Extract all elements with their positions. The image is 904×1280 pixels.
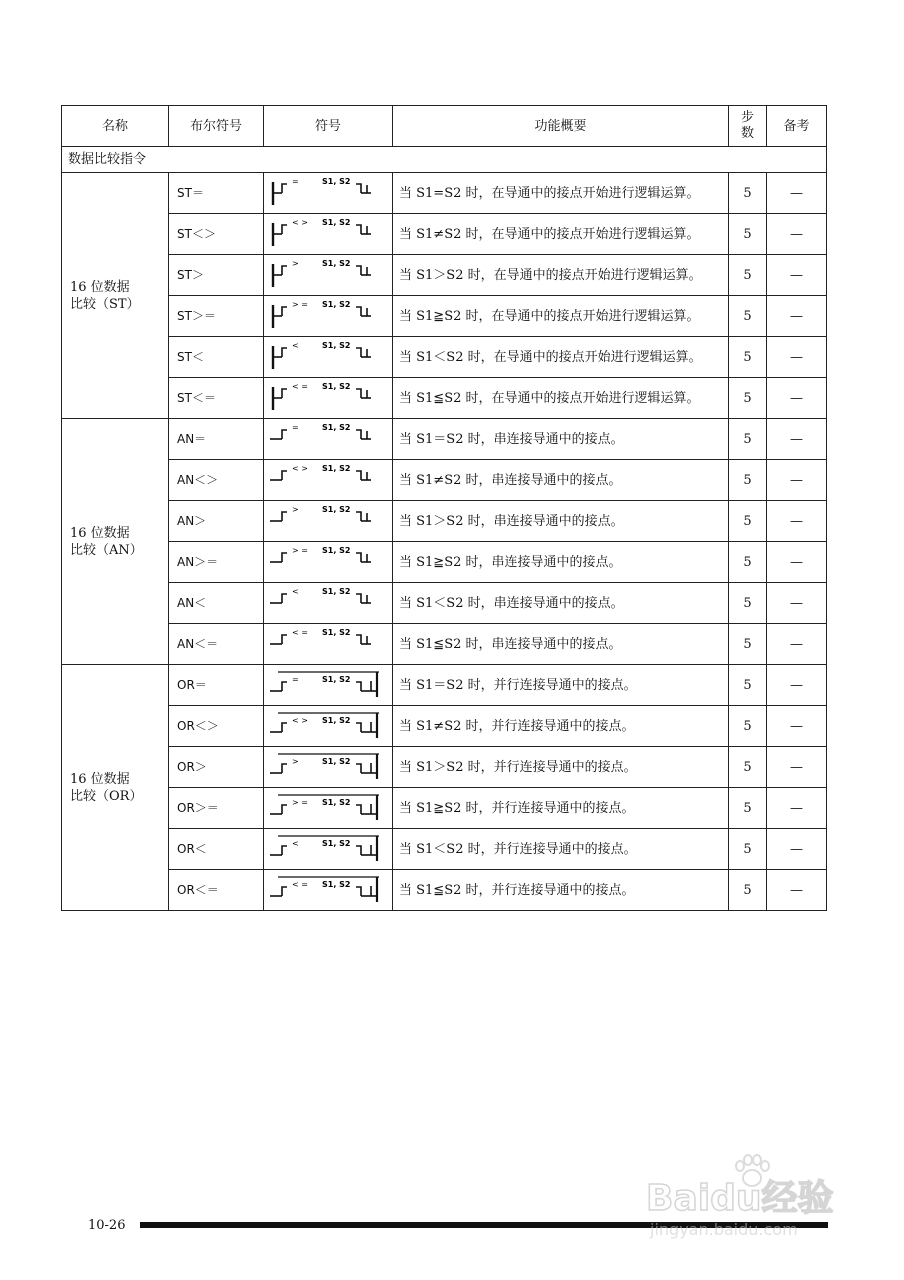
operator-label: < > — [292, 218, 308, 227]
operator-label: < = — [292, 880, 308, 889]
ladder-symbol-icon — [270, 423, 382, 455]
symbol-cell — [264, 255, 393, 296]
contact-left — [282, 594, 287, 603]
table-row — [62, 501, 827, 542]
group-name — [62, 173, 169, 419]
ladder-symbol-icon — [270, 382, 382, 414]
symbol-cell — [264, 296, 393, 337]
operator-label: = — [292, 177, 299, 186]
category-title: 数据比较指令 — [62, 147, 827, 173]
remarks-cell: — — [767, 214, 827, 255]
symbol-cell — [264, 583, 393, 624]
operand-label: S1, S2 — [322, 341, 351, 350]
contact-left — [282, 635, 287, 644]
group-name-line2: 比较（AN） — [70, 542, 143, 558]
contact-left — [282, 764, 287, 773]
function-cell: 当 S1≧S2 时，在导通中的接点开始进行逻辑运算。 — [393, 296, 729, 337]
steps-cell: 5 — [729, 501, 767, 542]
operand-label: S1, S2 — [322, 382, 351, 391]
contact-right — [356, 184, 361, 193]
header-bool-symbol: 布尔符号 — [169, 106, 264, 147]
contact-right — [356, 430, 361, 439]
contact-left — [282, 553, 287, 562]
symbol-cell — [264, 501, 393, 542]
remarks-cell: — — [767, 460, 827, 501]
contact-right — [356, 348, 361, 357]
function-cell: 当 S1≦S2 时，在导通中的接点开始进行逻辑运算。 — [393, 378, 729, 419]
bool-symbol-cell: ST＜＝ — [169, 378, 264, 419]
steps-cell: 5 — [729, 706, 767, 747]
ladder-symbol-icon — [270, 546, 382, 578]
operator-label: > — [292, 259, 299, 268]
watermark-url: jingyan.baidu.com — [650, 1220, 798, 1239]
ladder-symbol-icon — [270, 751, 382, 783]
remarks-cell: — — [767, 255, 827, 296]
remarks-cell: — — [767, 378, 827, 419]
contact-left — [282, 266, 287, 275]
operand-label: S1, S2 — [322, 546, 351, 555]
contact-right — [356, 553, 361, 562]
steps-cell: 5 — [729, 747, 767, 788]
bool-symbol-cell: OR＜ — [169, 829, 264, 870]
operand-label: S1, S2 — [322, 757, 351, 766]
steps-cell: 5 — [729, 255, 767, 296]
category-row — [62, 147, 827, 173]
table-row — [62, 255, 827, 296]
remarks-cell: — — [767, 870, 827, 911]
table-row — [62, 788, 827, 829]
operand-label: S1, S2 — [322, 628, 351, 637]
table-row — [62, 214, 827, 255]
function-cell: 当 S1＜S2 时，在导通中的接点开始进行逻辑运算。 — [393, 337, 729, 378]
contact-right — [356, 764, 361, 773]
steps-cell: 5 — [729, 419, 767, 460]
group-name-line1: 16 位数据 — [70, 771, 130, 787]
symbol-cell — [264, 829, 393, 870]
contact-right — [356, 805, 361, 814]
ladder-symbol-icon — [270, 710, 382, 742]
operator-label: < > — [292, 716, 308, 725]
function-cell: 当 S1≦S2 时，串连接导通中的接点。 — [393, 624, 729, 665]
operator-label: < = — [292, 628, 308, 637]
remarks-cell: — — [767, 419, 827, 460]
operand-label: S1, S2 — [322, 716, 351, 725]
symbol-cell — [264, 460, 393, 501]
symbol-cell — [264, 378, 393, 419]
remarks-cell: — — [767, 624, 827, 665]
bool-symbol-cell: AN＜＞ — [169, 460, 264, 501]
bool-symbol-cell: AN＝ — [169, 419, 264, 460]
contact-right — [356, 225, 361, 234]
contact-right — [356, 635, 361, 644]
function-cell: 当 S1=S2 时，在导通中的接点开始进行逻辑运算。 — [393, 173, 729, 214]
contact-left — [282, 846, 287, 855]
table-row — [62, 706, 827, 747]
baidu-watermark — [640, 1150, 880, 1250]
symbol-cell — [264, 706, 393, 747]
steps-cell: 5 — [729, 296, 767, 337]
table-row — [62, 419, 827, 460]
ladder-symbol-icon — [270, 300, 382, 332]
operator-label: = — [292, 423, 299, 432]
remarks-cell: — — [767, 501, 827, 542]
contact-left — [282, 682, 287, 691]
contact-right — [356, 307, 361, 316]
ladder-symbol-icon — [270, 833, 382, 865]
operator-label: < — [292, 587, 299, 596]
bool-symbol-cell: OR＞ — [169, 747, 264, 788]
steps-cell: 5 — [729, 337, 767, 378]
bool-symbol-cell: ST＜ — [169, 337, 264, 378]
group-name-line1: 16 位数据 — [70, 525, 130, 541]
remarks-cell: — — [767, 665, 827, 706]
ladder-symbol-icon — [270, 792, 382, 824]
function-cell: 当 S1＞S2 时，串连接导通中的接点。 — [393, 501, 729, 542]
ladder-symbol-icon — [270, 464, 382, 496]
watermark-logo: Baidu经验 — [646, 1178, 834, 1219]
ladder-symbol-icon — [270, 177, 382, 209]
table-row — [62, 173, 827, 214]
function-cell: 当 S1＝S2 时，并行连接导通中的接点。 — [393, 665, 729, 706]
bool-symbol-cell: ST＞＝ — [169, 296, 264, 337]
contact-left — [282, 887, 287, 896]
function-cell: 当 S1≠S2 时，并行连接导通中的接点。 — [393, 706, 729, 747]
contact-right — [356, 266, 361, 275]
header-steps-line2: 数 — [740, 126, 754, 141]
contact-right — [356, 723, 361, 732]
operator-label: > — [292, 757, 299, 766]
steps-cell: 5 — [729, 788, 767, 829]
group-name-line2: 比较（ST） — [70, 296, 140, 312]
bool-symbol-cell: ST＞ — [169, 255, 264, 296]
operand-label: S1, S2 — [322, 423, 351, 432]
steps-cell: 5 — [729, 460, 767, 501]
bool-symbol-cell: ST＜＞ — [169, 214, 264, 255]
table-row — [62, 829, 827, 870]
operator-label: < = — [292, 382, 308, 391]
table-row — [62, 624, 827, 665]
table-row — [62, 747, 827, 788]
header-function: 功能概要 — [393, 106, 729, 147]
operand-label: S1, S2 — [322, 675, 351, 684]
symbol-cell — [264, 747, 393, 788]
function-cell: 当 S1＝S2 时，串连接导通中的接点。 — [393, 419, 729, 460]
remarks-cell: — — [767, 296, 827, 337]
bool-symbol-cell: OR＞＝ — [169, 788, 264, 829]
symbol-cell — [264, 337, 393, 378]
symbol-cell — [264, 173, 393, 214]
steps-cell: 5 — [729, 870, 767, 911]
contact-right — [356, 594, 361, 603]
table-row — [62, 542, 827, 583]
steps-cell: 5 — [729, 829, 767, 870]
function-cell: 当 S1≧S2 时，串连接导通中的接点。 — [393, 542, 729, 583]
ladder-symbol-icon — [270, 259, 382, 291]
function-cell: 当 S1＜S2 时，并行连接导通中的接点。 — [393, 829, 729, 870]
operand-label: S1, S2 — [322, 259, 351, 268]
operator-label: < — [292, 341, 299, 350]
steps-cell: 5 — [729, 542, 767, 583]
group-name — [62, 665, 169, 911]
contact-left — [282, 307, 287, 316]
steps-cell: 5 — [729, 173, 767, 214]
operand-label: S1, S2 — [322, 505, 351, 514]
remarks-cell: — — [767, 706, 827, 747]
bool-symbol-cell: AN＜ — [169, 583, 264, 624]
contact-left — [282, 389, 287, 398]
contact-right — [356, 389, 361, 398]
instruction-table — [61, 105, 827, 911]
function-cell: 当 S1≠S2 时，在导通中的接点开始进行逻辑运算。 — [393, 214, 729, 255]
steps-cell: 5 — [729, 378, 767, 419]
group-name-line1: 16 位数据 — [70, 279, 130, 295]
group-name-line2: 比较（OR） — [70, 788, 143, 804]
ladder-symbol-icon — [270, 587, 382, 619]
steps-cell: 5 — [729, 583, 767, 624]
header-steps-line1: 步 — [740, 110, 754, 125]
symbol-cell — [264, 214, 393, 255]
table-row — [62, 296, 827, 337]
bool-symbol-cell: AN＞＝ — [169, 542, 264, 583]
table-row — [62, 337, 827, 378]
operator-label: > — [292, 505, 299, 514]
bool-symbol-cell: OR＜＞ — [169, 706, 264, 747]
table-row — [62, 870, 827, 911]
operand-label: S1, S2 — [322, 464, 351, 473]
contact-left — [282, 512, 287, 521]
symbol-cell — [264, 665, 393, 706]
ladder-symbol-icon — [270, 874, 382, 906]
contact-right — [356, 512, 361, 521]
contact-left — [282, 471, 287, 480]
symbol-cell — [264, 624, 393, 665]
table-row — [62, 665, 827, 706]
header-symbol: 符号 — [264, 106, 393, 147]
header-row — [62, 106, 827, 147]
remarks-cell: — — [767, 542, 827, 583]
contact-right — [356, 471, 361, 480]
steps-cell: 5 — [729, 665, 767, 706]
steps-cell: 5 — [729, 214, 767, 255]
contact-right — [356, 682, 361, 691]
contact-right — [356, 846, 361, 855]
contact-left — [282, 723, 287, 732]
symbol-cell — [264, 542, 393, 583]
operator-label: < — [292, 839, 299, 848]
steps-cell: 5 — [729, 624, 767, 665]
operator-label: < > — [292, 464, 308, 473]
contact-left — [282, 348, 287, 357]
contact-left — [282, 430, 287, 439]
bool-symbol-cell: ST＝ — [169, 173, 264, 214]
symbol-cell — [264, 788, 393, 829]
function-cell: 当 S1＞S2 时，在导通中的接点开始进行逻辑运算。 — [393, 255, 729, 296]
operand-label: S1, S2 — [322, 587, 351, 596]
ladder-symbol-icon — [270, 628, 382, 660]
operand-label: S1, S2 — [322, 880, 351, 889]
function-cell: 当 S1＞S2 时，并行连接导通中的接点。 — [393, 747, 729, 788]
contact-left — [282, 225, 287, 234]
operator-label: > = — [292, 300, 308, 309]
table-row — [62, 460, 827, 501]
function-cell: 当 S1≦S2 时，并行连接导通中的接点。 — [393, 870, 729, 911]
operand-label: S1, S2 — [322, 218, 351, 227]
ladder-symbol-icon — [270, 218, 382, 250]
remarks-cell: — — [767, 173, 827, 214]
ladder-symbol-icon — [270, 505, 382, 537]
bool-symbol-cell: AN＜＝ — [169, 624, 264, 665]
function-cell: 当 S1≠S2 时，串连接导通中的接点。 — [393, 460, 729, 501]
operator-label: > = — [292, 546, 308, 555]
operand-label: S1, S2 — [322, 177, 351, 186]
page-number: 10-26 — [88, 1218, 126, 1233]
contact-right — [356, 887, 361, 896]
operand-label: S1, S2 — [322, 798, 351, 807]
operand-label: S1, S2 — [322, 300, 351, 309]
operand-label: S1, S2 — [322, 839, 351, 848]
table-row — [62, 378, 827, 419]
function-cell: 当 S1≧S2 时，并行连接导通中的接点。 — [393, 788, 729, 829]
operator-label: = — [292, 675, 299, 684]
bool-symbol-cell: AN＞ — [169, 501, 264, 542]
header-steps — [729, 106, 767, 147]
table-row — [62, 583, 827, 624]
remarks-cell: — — [767, 788, 827, 829]
bool-symbol-cell: OR＜＝ — [169, 870, 264, 911]
bool-symbol-cell: OR＝ — [169, 665, 264, 706]
operator-label: > = — [292, 798, 308, 807]
contact-left — [282, 184, 287, 193]
remarks-cell: — — [767, 583, 827, 624]
header-remarks: 备考 — [767, 106, 827, 147]
function-cell: 当 S1＜S2 时，串连接导通中的接点。 — [393, 583, 729, 624]
ladder-symbol-icon — [270, 341, 382, 373]
ladder-symbol-icon — [270, 669, 382, 701]
remarks-cell: — — [767, 337, 827, 378]
remarks-cell: — — [767, 747, 827, 788]
symbol-cell — [264, 870, 393, 911]
symbol-cell — [264, 419, 393, 460]
remarks-cell: — — [767, 829, 827, 870]
group-name — [62, 419, 169, 665]
header-name: 名称 — [62, 106, 169, 147]
contact-left — [282, 805, 287, 814]
